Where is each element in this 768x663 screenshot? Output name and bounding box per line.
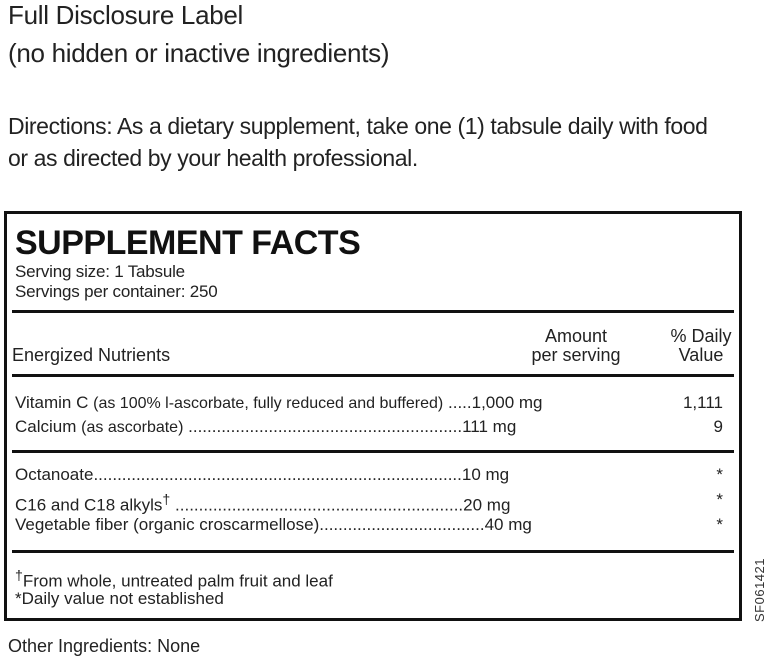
leader-dots: ............................................................. bbox=[175, 495, 464, 515]
col-header-dv-2: Value bbox=[678, 345, 724, 365]
directions-line-2: or as directed by your health professional. bbox=[8, 145, 418, 171]
nutrient-detail: (as 100% l-ascorbate, fully reduced and buffered) bbox=[93, 395, 444, 412]
leader-dots: ..... bbox=[448, 393, 472, 412]
nutrient-name: Vitamin C bbox=[15, 393, 89, 412]
label-title: Full Disclosure Label bbox=[8, 0, 244, 30]
nutrient-row-vitamin-c bbox=[15, 392, 543, 415]
nutrient-name: C16 and C18 alkyls bbox=[15, 495, 163, 515]
nutrient-amount: 1,000 mg bbox=[471, 393, 543, 412]
footnote-text: From whole, untreated palm fruit and leaf bbox=[22, 571, 333, 591]
nutrient-name: Calcium bbox=[15, 417, 77, 436]
nutrient-row-alkyls bbox=[15, 489, 510, 517]
footnote-dagger bbox=[15, 566, 333, 592]
facts-title: SUPPLEMENT FACTS bbox=[15, 224, 361, 262]
servings-per-container: Servings per container: 250 bbox=[15, 282, 218, 301]
col-header-nutrients: Energized Nutrients bbox=[12, 345, 171, 365]
daily-value: * bbox=[716, 465, 723, 484]
divider bbox=[12, 310, 734, 313]
nutrient-name: Vegetable fiber (organic croscarmellose) bbox=[15, 515, 320, 534]
col-header-dv-1: % Daily bbox=[670, 326, 732, 346]
col-header-amount-1: Amount bbox=[544, 326, 608, 346]
nutrient-row-vegetable-fiber bbox=[15, 514, 532, 536]
daily-value: * bbox=[716, 490, 723, 509]
dagger-mark: † bbox=[15, 568, 23, 584]
other-ingredients: Other Ingredients: None bbox=[8, 636, 201, 656]
nutrient-amount: 10 mg bbox=[461, 465, 510, 484]
directions-line-1: Directions: As a dietary supplement, take one (1) tabsule daily with food bbox=[8, 113, 708, 139]
supplement-facts-panel bbox=[4, 211, 742, 621]
daily-value: * bbox=[716, 515, 723, 534]
nutrient-row-calcium bbox=[15, 416, 516, 439]
nutrient-detail: (as ascorbate) bbox=[81, 419, 184, 436]
leader-dots: .............................................................................. bbox=[93, 465, 462, 484]
nutrient-name: Octanoate bbox=[15, 465, 94, 484]
footnote-daily-value: *Daily value not established bbox=[15, 589, 224, 608]
divider bbox=[12, 550, 734, 553]
daily-value: 9 bbox=[713, 417, 723, 436]
label-subtitle: (no hidden or inactive ingredients) bbox=[8, 38, 390, 68]
divider bbox=[12, 374, 734, 377]
col-header-amount-2: per serving bbox=[531, 345, 621, 365]
label-code: SF061421 bbox=[752, 558, 767, 622]
serving-size: Serving size: 1 Tabsule bbox=[15, 262, 185, 281]
dagger-mark: † bbox=[162, 492, 171, 508]
leader-dots: ................................... bbox=[319, 515, 485, 534]
divider bbox=[12, 450, 734, 453]
nutrient-amount: 40 mg bbox=[484, 515, 532, 534]
nutrient-amount: 20 mg bbox=[463, 495, 511, 515]
leader-dots: .......................................................... bbox=[188, 417, 463, 436]
nutrient-row-octanoate bbox=[15, 464, 509, 486]
nutrient-amount: 111 mg bbox=[462, 417, 517, 436]
daily-value: 1,111 bbox=[682, 393, 723, 412]
